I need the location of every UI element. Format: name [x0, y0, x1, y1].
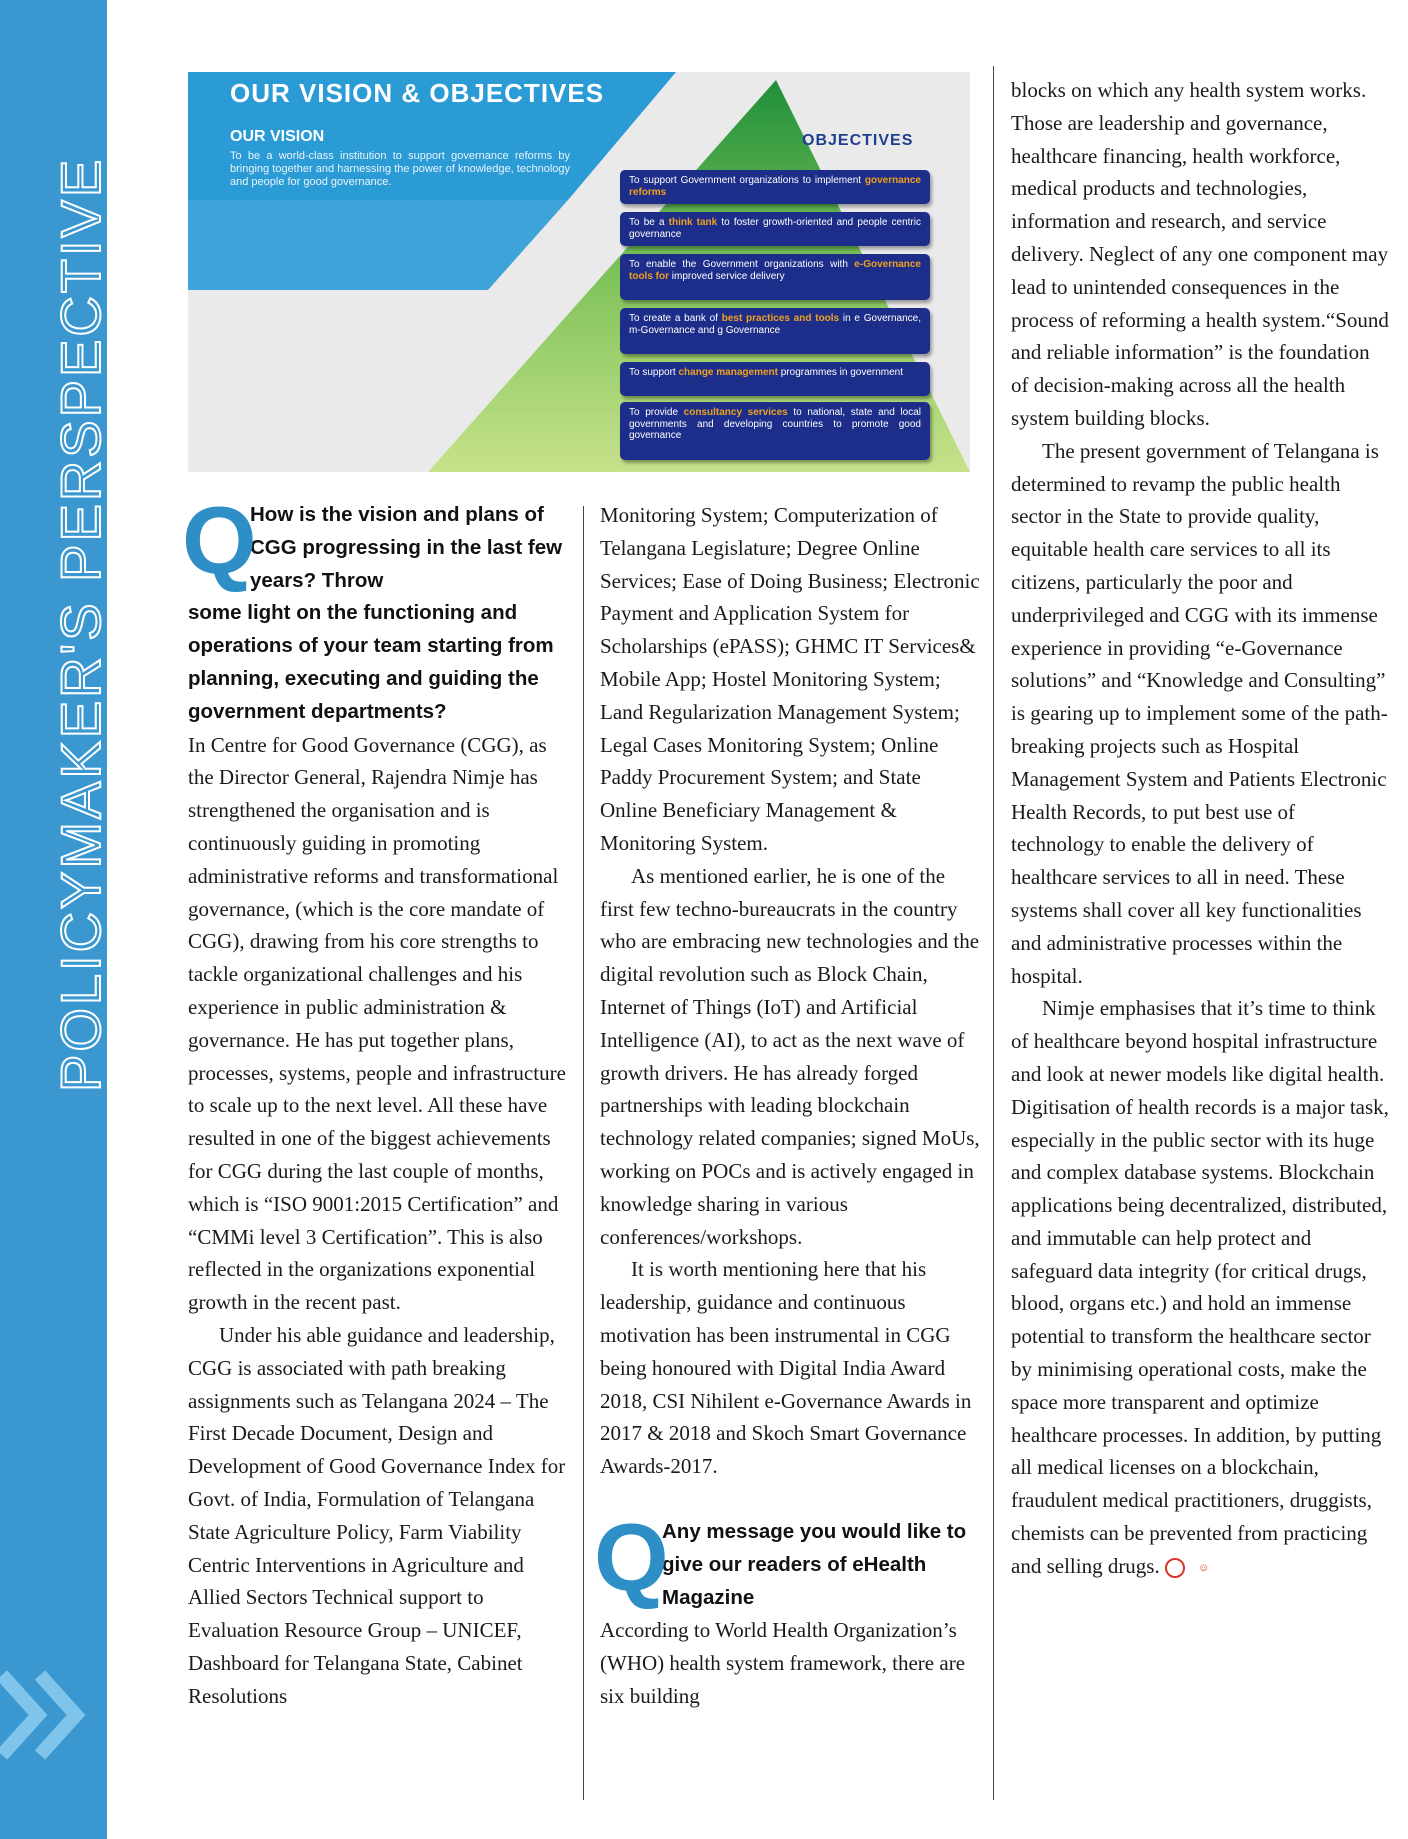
objective-item: To enable the Government organizations with e-Governance tools for improved service delivery: [620, 254, 930, 300]
objectives-heading: OBJECTIVES: [802, 132, 914, 149]
objective-item: To provide consultancy services to national, state and local governments and developing countries to promote good governance: [620, 402, 930, 460]
objective-item: To create a bank of best practices and tools in e Governance, m-Governance and g Governance: [620, 308, 930, 354]
vision-heading: OUR VISION: [230, 128, 325, 145]
paragraph-text: Nimje emphasises that it’s time to think of healthcare beyond hospital infrastructure and look at newer models like digital health. Digitisation of health records is a major task, especially in the public sector with its huge and complex database systems. Blockchain applications being decentralized, distributed, and immutable can help protect and safeguard data integrity (for critical drugs, blood, organs etc.) and hold an immense potential to transform the healthcare sector by minimising operational costs, make the space more transparent and optimize healthcare processes. In addition, by putting all medical licenses on a blockchain, fraudulent medical practitioners, druggists, chemists can be prevented from practicing and selling drugs.: [1011, 996, 1389, 1578]
paragraph: In Centre for Good Governance (CGG), as the Director General, Rajendra Nimje has strengthened the organisation and is continuously guiding in promoting administrative reforms and transformational governance, (which is the core mandate of CGG), drawing from his core strengths to tackle organizational challenges and his experience in public administration & governance. He has put together plans, processes, systems, people and infrastructure to scale up to the next level. All these have resulted in one of the biggest achievements for CGG during the last couple of months, which is “ISO 9001:2015 Certification” and “CMMi level 3 Certification”. This is also reflected in the organizations exponential growth in the recent past.: [188, 732, 566, 1315]
question-1-lead: How is the vision and plans of CGG progressing in the last few years? Throw: [250, 503, 563, 592]
q-drop-cap: Q: [182, 487, 257, 594]
question-2: [594, 1503, 980, 1614]
section-title-vertical: POLICYMAKER'S PERSPECTIVE: [49, 156, 112, 1092]
paragraph: According to World Health Organization’s (WHO) health system framework, there are six building: [600, 1618, 966, 1708]
paragraph: It is worth mentioning here that his leadership, guidance and continuous motivation has been instrumental in CGG being honoured with Digital India Award 2018, CSI Nihilent e-Governance Awards in 2017 & 2018 and Skoch Smart Governance Awards-2017.: [600, 1257, 972, 1479]
objective-item: To support change management programmes in government: [620, 362, 930, 396]
q-drop-cap: Q: [594, 1503, 669, 1611]
objective-item: To be a think tank to foster growth-oriented and people centric governance: [620, 212, 930, 246]
question-1: [182, 487, 566, 729]
article-column-1: [182, 487, 566, 1712]
column-divider: [993, 66, 994, 1800]
paragraph-last: [1011, 992, 1389, 1582]
vision-text: To be a world-class institution to support governance reforms by bringing together and harnessing the power of knowledge, technology and people for good governance.: [230, 150, 570, 188]
column-divider: [583, 506, 584, 1800]
paragraph: As mentioned earlier, he is one of the first few techno-bureaucrats in the country who are embracing new technologies and the digital revolution such as Block Chain, Internet of Things (IoT) and Artificial Intelligence (AI), to act as the next wave of growth drivers. He has already forged partnerships with leading blockchain technology related companies; signed MoUs, working on POCs and is actively engaged in knowledge sharing in various conferences/workshops.: [600, 863, 980, 1249]
objective-item: To support Government organizations to implement governance reforms: [620, 170, 930, 204]
question-1-rest: some light on the functioning and operations of your team starting from planning, executing and guiding the government departments?: [188, 601, 554, 723]
article-column-2: [594, 499, 980, 1713]
paragraph: Monitoring System; Computerization of Telangana Legislature; Degree Online Services; Ease of Doing Business; Electronic Payment and Application System for Scholarships (ePASS); GHMC IT Services& Mobile App; Hostel Monitoring System; Land Regularization Management System; Legal Cases Monitoring System; Online Paddy Procurement System; and State Online Beneficiary Management & Monitoring System.: [600, 503, 980, 855]
vision-objectives-infographic: [188, 72, 970, 472]
double-chevron-icon: [0, 1655, 107, 1775]
infographic-title: OUR VISION & OBJECTIVES: [230, 78, 605, 108]
question-2-text: Any message you would like to give our readers of eHealth Magazine: [662, 1519, 967, 1609]
end-mark-icon: ☺: [1165, 1558, 1185, 1578]
paragraph: Under his able guidance and leadership, CGG is associated with path breaking assignments such as Telangana 2024 – The First Decade Document, Design and Development of Good Governance Index for Govt. of India, Formulation of Telangana State Agriculture Policy, Farm Viability Centric Interventions in Agriculture and Allied Sectors Technical support to Evaluation Resource Group – UNICEF, Dashboard for Telangana State, Cabinet Resolutions: [188, 1322, 566, 1708]
paragraph: The present government of Telangana is determined to revamp the public health sector in the State to provide quality, equitable health care services to all its citizens, particularly the poor and underprivileged and CGG with its immense experience in providing “e-Governance solutions” and “Knowledge and Consulting” is gearing up to implement some of the path-breaking projects such as Hospital Management System and Patients Electronic Health Records, to put best use of technology to enable the delivery of healthcare services to all in need. These systems shall cover all key functionalities and administrative processes within the hospital.: [1011, 438, 1388, 988]
article-column-3: [1011, 74, 1389, 1583]
paragraph: blocks on which any health system works. Those are leadership and governance, healthcare financing, health workforce, medical products and technologies, information and research, and service delivery. Neglect of any one component may lead to unintended consequences in the process of reforming a health system.“Sound and reliable information” is the foundation of decision-making across all the health system building blocks.: [1011, 78, 1389, 430]
